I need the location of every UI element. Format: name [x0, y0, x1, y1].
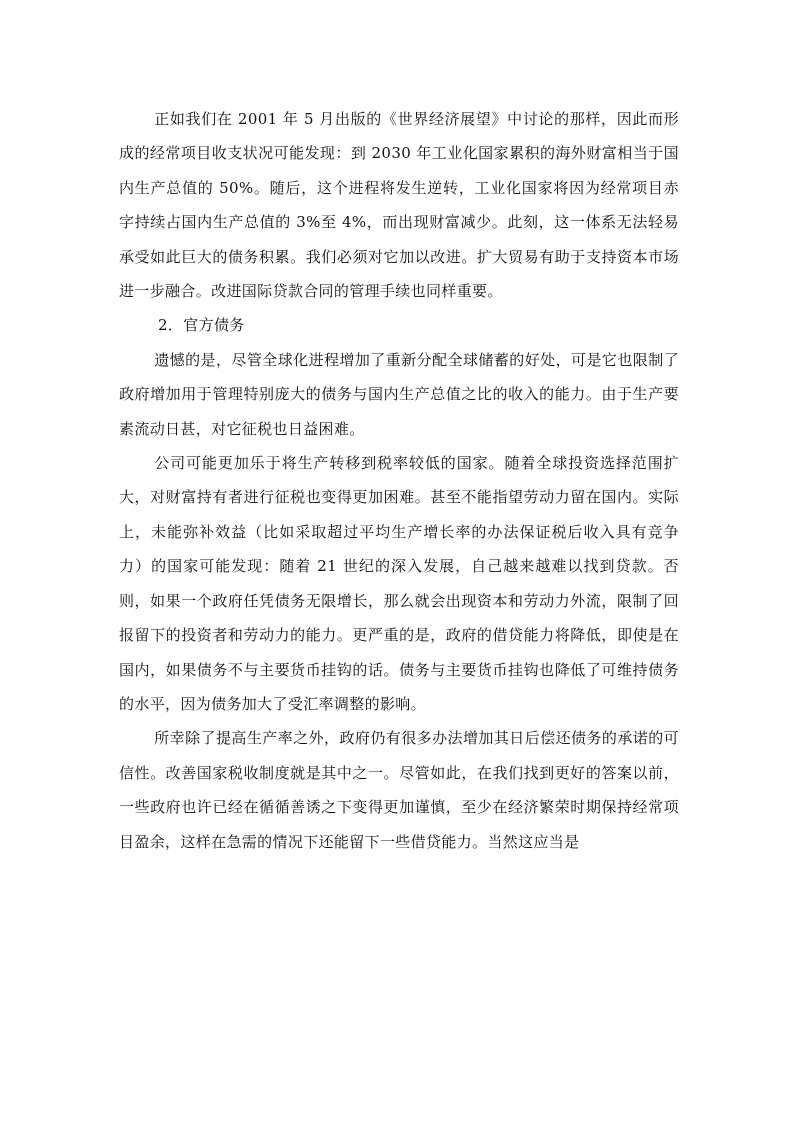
document-body	[119, 102, 679, 859]
paragraph-government-credibility: 所幸除了提高生产率之外，政府仍有很多办法增加其日后偿还债务的承诺的可信性。改善国家税收制度就是其中之一。尽管如此，在我们找到更好的答案以前，一些政府也许已经在循循善诱之下变得更加谨慎，至少在经济繁荣时期保持经常项目盈余，这样在急需的情况下还能留下一些借贷能力。当然这应当是	[119, 729, 679, 851]
section-heading-official-debt: 2．官方债务	[158, 316, 245, 335]
paragraph-companies-relocation: 公司可能更加乐于将生产转移到税率较低的国家。随着全球投资选择范围扩大，对财富持有者进行征税也变得更加困难。甚至不能指望劳动力留在国内。实际上，未能弥补效益（比如采取超过平均生产增长率的办法保证税后收入具有竞争力）的国家可能发现：随着 21 世纪的深入发展，自己越来越难以找到贷款。否则，如果一个政府任凭债务无限增长，那么就会出现资本和劳动力外流，限制了回报留下的投资者和劳动力的能力。更严重的是，政府的借贷能力将降低，即使是在国内，如果债务不与主要货币挂钩的话。债务与主要货币挂钩也降低了可维持债务的水平，因为债务加大了受汇率调整的影响。	[119, 454, 679, 713]
paragraph-globalization-tax: 遗憾的是，尽管全球化进程增加了重新分配全球储蓄的好处，可是它也限制了政府增加用于管理特别庞大的债务与国内生产总值之比的收入的能力。由于生产要素流动日甚，对它征税也日益困难。	[119, 350, 679, 438]
paragraph-world-economic-outlook: 正如我们在 2001 年 5 月出版的《世界经济展望》中讨论的那样，因此而形成的经常项目收支状况可能发现：到 2030 年工业化国家累积的海外财富相当于国内生产总值的 50%。随后，这个进程将发生逆转，工业化国家将因为经常项目赤字持续占国内生产总值的 3%至 4%，而出现财富减少。此刻，这一体系无法轻易承受如此巨大的债务积累。我们必须对它加以改进。扩大贸易有助于支持资本市场进一步融合。改进国际贷款合同的管理手续也同样重要。	[119, 110, 679, 301]
